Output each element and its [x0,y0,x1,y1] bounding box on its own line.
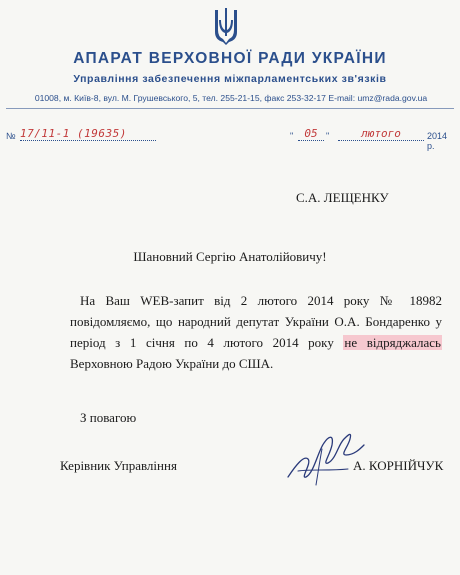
date-day: 05 [298,127,324,141]
signer-title: Керівник Управління [60,458,177,473]
organization-subtitle: Управління забезпечення міжпарламентських зв'язків [73,73,387,85]
date-open-quote: " [290,131,294,141]
body-text-part2: Верховною Радою України до США. [70,356,274,371]
reference-line [6,127,454,151]
addressee: С.А. ЛЕЩЕНКУ [296,190,389,205]
header-divider [6,108,454,109]
body-text-part1: На Ваш WEB-запит від 2 лютого 2014 року № 18982 повідомляємо, що народний депутат України О.А. Бондаренко у період з 1 січня по 4 лютого 2014 року [70,293,442,350]
date-month: лютого [338,127,424,141]
salutation: Шановний Сергію Анатолійовичу! [133,249,327,264]
trident-emblem-icon [212,6,240,46]
date-close-quote: " [326,131,330,141]
body-highlight: не відряджалась [344,335,441,350]
reference-number-label: № [6,131,16,141]
closing: З повагою [80,410,137,425]
signer-name: А. КОРНІЙЧУК [353,458,444,473]
organization-title: АПАРАТ ВЕРХОВНОЇ РАДИ УКРАЇНИ [73,50,387,67]
reference-number-value: 17/11-1 (19635) [20,127,156,141]
letter-body [70,290,442,374]
organization-address: 01008, м. Київ-8, вул. М. Грушевського, 5, тел. 255-21-15, факс 253-32-17 E-mail: umz@rada.gov.ua [34,93,428,103]
date-year: 2014 р. [427,131,448,151]
